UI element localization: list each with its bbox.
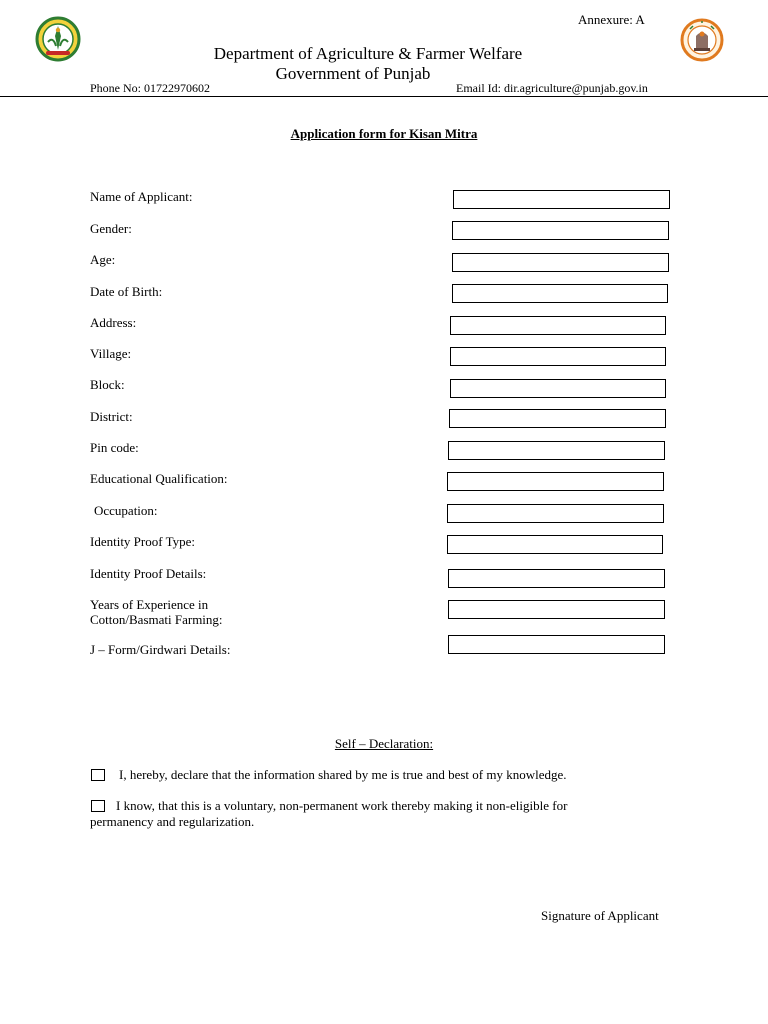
self-declaration-title	[0, 736, 768, 752]
phone-number: Phone No: 01722970602	[90, 81, 210, 95]
input-years-of-experience[interactable]	[448, 600, 665, 619]
label-date-of-birth: Date of Birth:	[90, 284, 163, 299]
label-identity-proof-type: Identity Proof Type:	[90, 534, 196, 549]
label-educational-qualification: Educational Qualification:	[90, 471, 228, 486]
declaration-checkbox-2[interactable]	[91, 800, 105, 812]
input-gender[interactable]	[452, 221, 669, 240]
declaration-text-1: I, hereby, declare that the information shared by me is true and best of my knowledge.	[119, 767, 567, 782]
input-identity-proof-details[interactable]	[448, 569, 665, 588]
input-village[interactable]	[450, 347, 666, 366]
input-occupation[interactable]	[447, 504, 664, 523]
email-address: Email Id: dir.agriculture@punjab.gov.in	[456, 81, 648, 95]
input-name-of-applicant[interactable]	[453, 190, 670, 209]
label-block: Block:	[90, 377, 125, 392]
declaration-text-2-line2: permanency and regularization.	[90, 814, 255, 829]
header-divider	[0, 96, 768, 97]
label-years-of-experience-line1: Years of Experience in	[90, 597, 209, 612]
declaration-text-2-line1: I know, that this is a voluntary, non-permanent work thereby making it non-eligible for	[116, 798, 568, 813]
label-village: Village:	[90, 346, 132, 361]
input-district[interactable]	[449, 409, 666, 428]
label-pin-code: Pin code:	[90, 440, 139, 455]
input-identity-proof-type[interactable]	[447, 535, 663, 554]
signature-of-applicant-label: Signature of Applicant	[541, 908, 659, 923]
input-age[interactable]	[452, 253, 669, 272]
self-declaration-title-text: Self – Declaration:	[334, 736, 434, 751]
input-address[interactable]	[450, 316, 666, 335]
label-j-form-girdwari: J – Form/Girdwari Details:	[90, 642, 231, 657]
label-district: District:	[90, 409, 133, 424]
declaration-checkbox-1[interactable]	[91, 769, 105, 781]
input-block[interactable]	[450, 379, 666, 398]
label-age: Age:	[90, 252, 116, 267]
annexure-label: Annexure: A	[578, 12, 645, 27]
label-name-of-applicant: Name of Applicant:	[90, 189, 193, 204]
label-years-of-experience-line2: Cotton/Basmati Farming:	[90, 612, 223, 627]
form-title-text: Application form for Kisan Mitra	[290, 126, 478, 141]
government-name: Government of Punjab	[275, 64, 431, 83]
department-name: Department of Agriculture & Farmer Welfare	[213, 44, 523, 63]
input-pin-code[interactable]	[448, 441, 665, 460]
label-gender: Gender:	[90, 221, 132, 236]
label-occupation: Occupation:	[94, 503, 158, 518]
input-date-of-birth[interactable]	[452, 284, 668, 303]
label-identity-proof-details: Identity Proof Details:	[90, 566, 207, 581]
form-title	[0, 126, 768, 142]
input-j-form-girdwari[interactable]	[448, 635, 665, 654]
label-years-of-experience	[90, 597, 223, 627]
label-address: Address:	[90, 315, 137, 330]
input-educational-qualification[interactable]	[447, 472, 664, 491]
